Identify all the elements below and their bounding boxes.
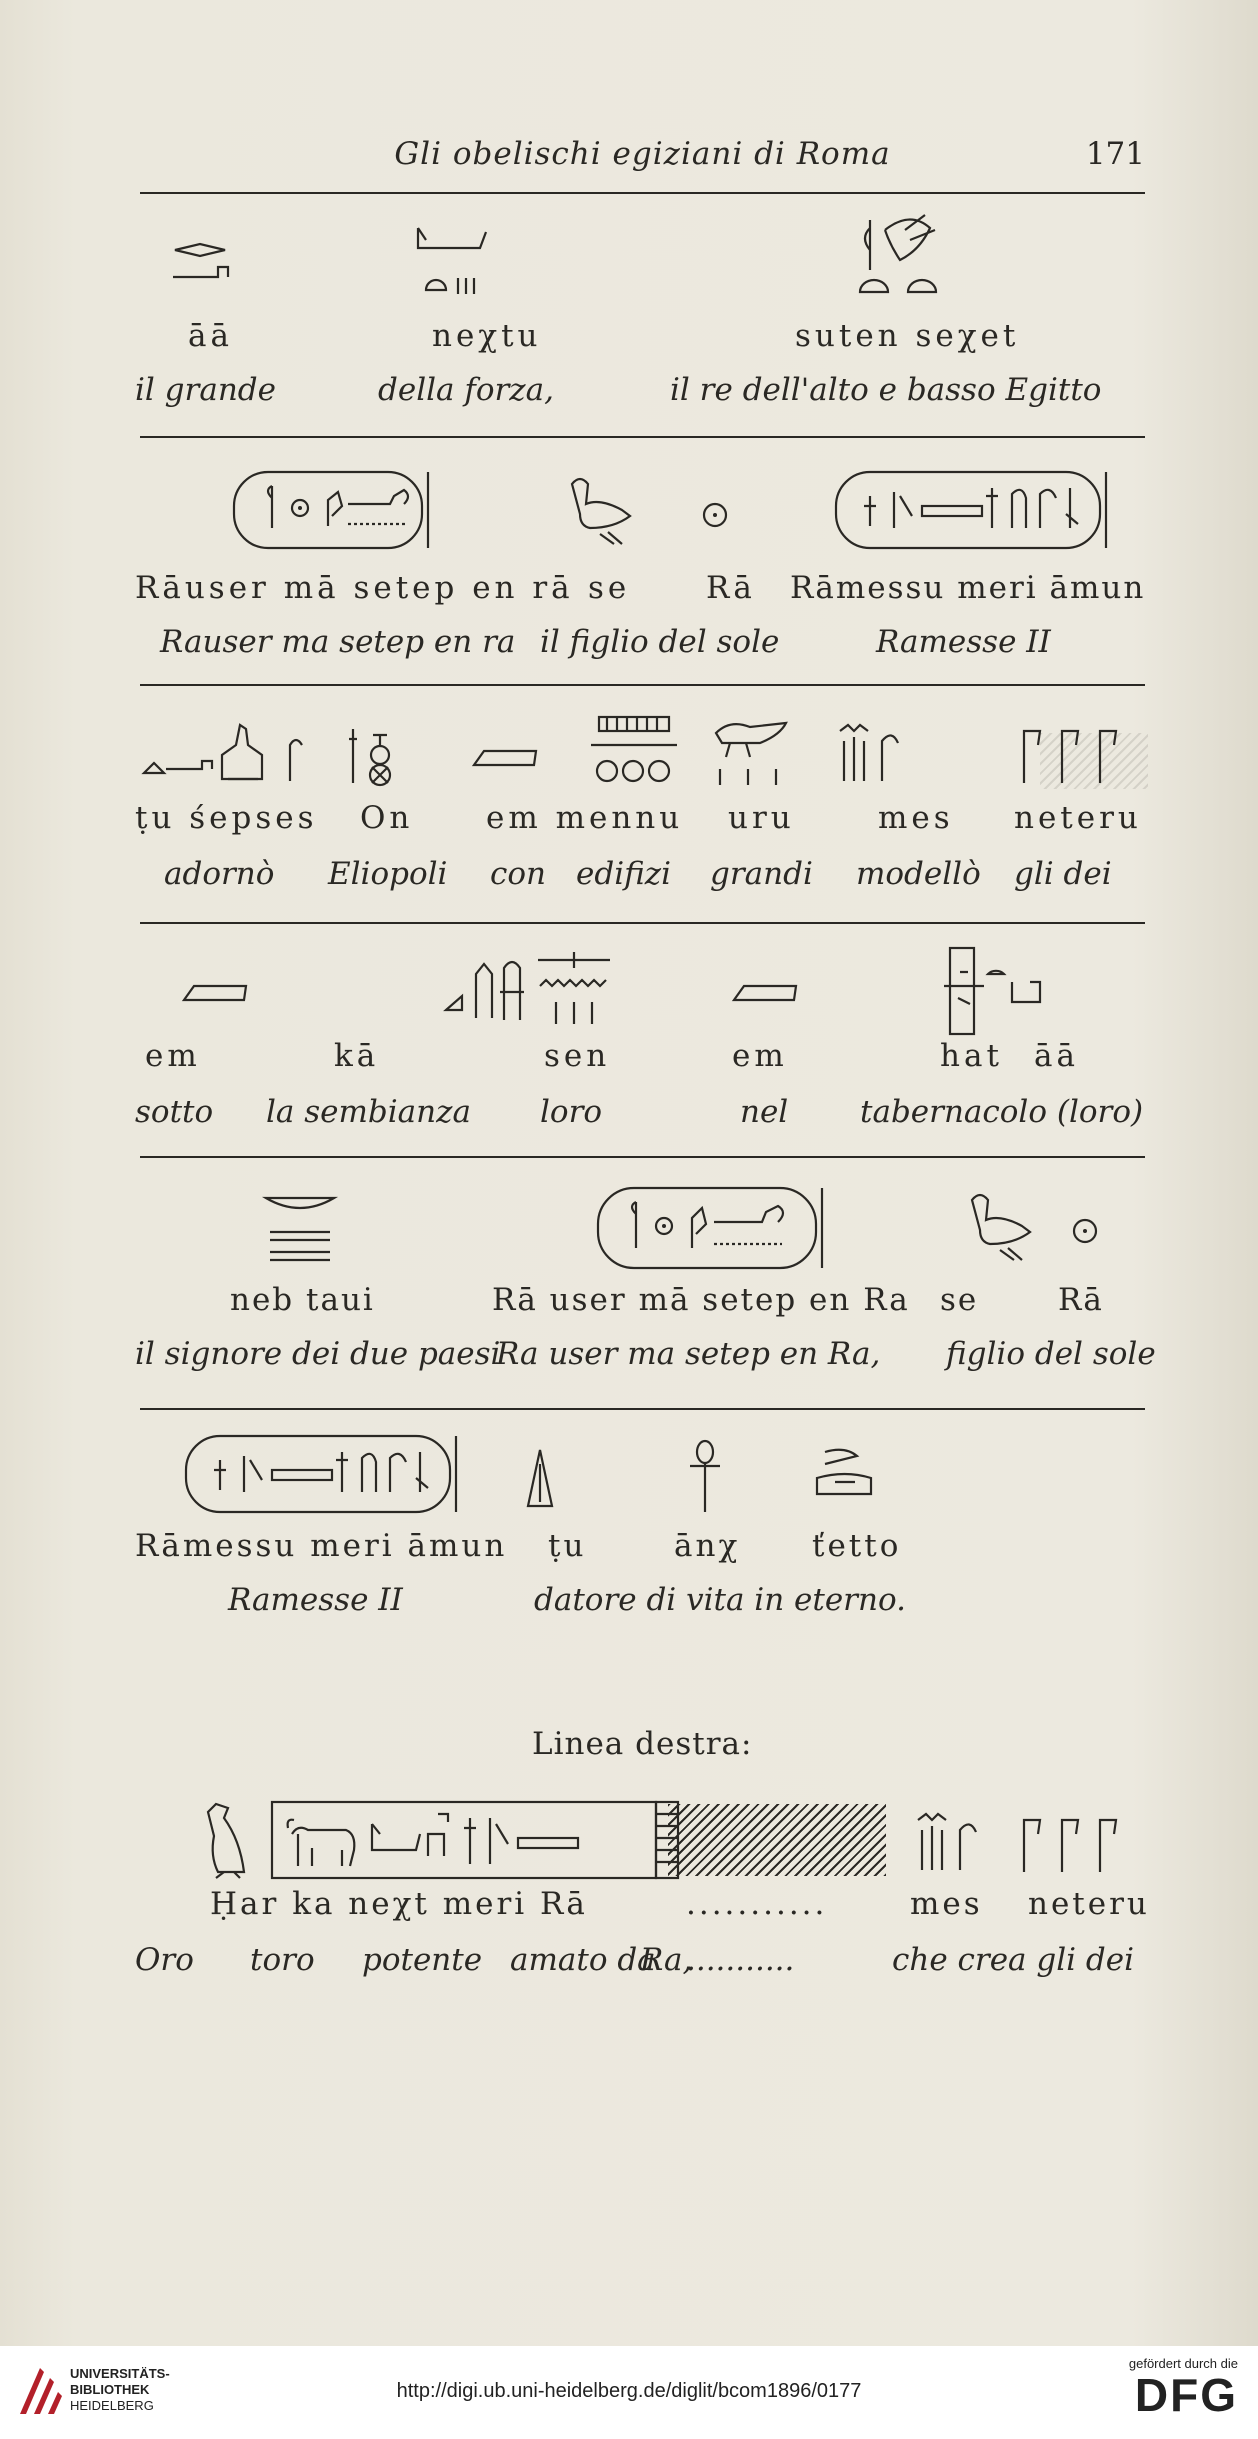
cartouche-prenomen: [592, 1178, 972, 1278]
translit-word: Rā: [706, 570, 756, 606]
translation-word: datore di vita in eterno.: [534, 1582, 906, 1618]
divider-rule: [140, 436, 1145, 438]
hieroglyph-neteru: [1010, 1810, 1130, 1876]
hieroglyph-nechtu: [380, 218, 500, 300]
translation-word: il re dell'alto e basso Egitto: [670, 372, 1102, 408]
hieroglyph-row-6: [140, 1424, 1145, 1524]
translit-word: ṭu śepses: [135, 800, 318, 836]
ankh-glyph: [680, 1436, 730, 1516]
hieroglyph-em: [180, 980, 250, 1010]
cartouche-nomen: [830, 466, 1120, 554]
translit-word: sen: [544, 1038, 611, 1074]
translation-word: figlio del sole: [946, 1336, 1156, 1372]
translation-word: sotto: [135, 1094, 214, 1130]
translation-word: edifizi: [576, 856, 672, 892]
translit-word: ...........: [686, 1886, 828, 1922]
translation-word: adornò: [164, 856, 275, 892]
hieroglyph-tu: [520, 1444, 560, 1514]
translit-word: Ḥar ka neχt meri Rā: [210, 1886, 588, 1922]
translation-word: della forza,: [378, 372, 554, 408]
damaged-area: [668, 1804, 886, 1876]
translation-word: la sembianza: [266, 1094, 471, 1130]
hieroglyph-row-4: [140, 940, 1145, 1040]
translit-word: em mennu: [486, 800, 684, 836]
hieroglyph-ka: [440, 948, 530, 1034]
page-title: Gli obelischi egiziani di Roma: [394, 136, 891, 172]
translation-word: gli dei: [1014, 856, 1112, 892]
translation-word: toro: [250, 1942, 315, 1978]
running-head: [140, 128, 1145, 178]
hieroglyph-row-7: [140, 1790, 1145, 1890]
hieroglyph-aa: [170, 232, 240, 292]
translit-word: hat: [940, 1038, 1003, 1074]
page-number: 171: [1085, 136, 1145, 172]
translation-word: il signore dei due paesi: [135, 1336, 501, 1372]
institution-line: BIBLIOTHEK: [70, 2382, 150, 2397]
translation-word: grandi: [710, 856, 813, 892]
hieroglyph-uru: [700, 713, 800, 793]
translation-word: Ra,: [640, 1942, 693, 1978]
translit-word: ťetto: [812, 1528, 902, 1564]
translit-word: mes: [878, 800, 954, 836]
translit-word: āā: [1034, 1038, 1079, 1074]
translation-word: Oro: [135, 1942, 194, 1978]
translit-word: se: [588, 570, 631, 606]
translit-word: em: [732, 1038, 788, 1074]
sun-glyph: [700, 500, 730, 530]
translit-word: neteru: [1028, 1886, 1150, 1922]
hieroglyph-mennu: [585, 709, 685, 795]
hieroglyph-row-2: [140, 460, 1145, 560]
sun-glyph: [1070, 1216, 1100, 1246]
institution-line: UNIVERSITÄTS-: [70, 2366, 170, 2381]
funder-block: [1129, 2356, 1238, 2419]
translation-word: potente: [362, 1942, 483, 1978]
translation-word: ...........: [686, 1942, 795, 1978]
translation-word: modellò: [856, 856, 981, 892]
section-heading: Linea destra:: [532, 1726, 753, 1762]
divider-rule: [140, 1156, 1145, 1158]
translit-word: se: [940, 1282, 979, 1318]
hieroglyph-suten-sechet: [850, 210, 960, 300]
translit-word: mes: [910, 1886, 983, 1922]
hieroglyph-row-1: [140, 210, 1145, 300]
hieroglyph-tetto: [805, 1442, 885, 1512]
footer-bar: [0, 2346, 1258, 2439]
translation-word: il grande: [135, 372, 276, 408]
translit-word: āā: [188, 318, 233, 354]
hieroglyph-row-3: [140, 705, 1145, 795]
translit-word: Rāmessu meri āmun: [135, 1528, 508, 1564]
translit-word: suten seχet: [795, 318, 1020, 354]
translit-word: Rāmessu meri āmun: [790, 570, 1146, 606]
translit-word: ānχ: [674, 1528, 741, 1564]
divider-rule: [140, 684, 1145, 686]
hieroglyph-row-5: [140, 1170, 1145, 1280]
translation-word: Ramesse II: [228, 1582, 403, 1618]
hieroglyph-em: [470, 745, 540, 775]
translation-word: Rauser ma setep en ra: [160, 624, 516, 660]
translation-word: tabernacolo (loro): [860, 1094, 1144, 1130]
translit-word: On: [360, 800, 414, 836]
translation-word: che crea gli dei: [892, 1942, 1135, 1978]
hieroglyph-tu-sepses: [140, 715, 350, 795]
duck-glyph: [560, 470, 640, 550]
divider-rule: [140, 1408, 1145, 1410]
hieroglyph-mes: [830, 719, 910, 789]
translation-word: nel: [740, 1094, 789, 1130]
translation-word: con: [490, 856, 546, 892]
translit-word: Rā: [1058, 1282, 1104, 1318]
divider-rule: [140, 922, 1145, 924]
translation-word: loro: [540, 1094, 603, 1130]
translation-word: Eliopoli: [328, 856, 448, 892]
translit-word: neb taui: [230, 1282, 375, 1318]
hieroglyph-on: [345, 715, 405, 795]
hieroglyph-em: [730, 980, 800, 1010]
hieroglyph-hat-aa: [940, 942, 1050, 1038]
hieroglyph-mes: [908, 1808, 988, 1878]
source-url-link[interactable]: http://digi.ub.uni-heidelberg.de/diglit/bcom1896/0177: [396, 2380, 862, 2402]
dfg-logo: DFG: [1134, 2369, 1238, 2421]
cartouche-nomen: [180, 1430, 470, 1518]
falcon-glyph: [194, 1796, 254, 1880]
cartouche-prenomen: [228, 466, 443, 554]
translit-word: uru: [728, 800, 795, 836]
translation-word: il figlio del sole: [540, 624, 780, 660]
hieroglyph-sen: [530, 942, 620, 1032]
translit-word: neteru: [1014, 800, 1142, 836]
translit-word: neχtu: [432, 318, 542, 354]
translit-word: em: [145, 1038, 201, 1074]
hieroglyph-neb-taui: [260, 1188, 340, 1268]
serekh-horus-name: [268, 1794, 728, 1886]
institution-line: HEIDELBERG: [70, 2398, 154, 2413]
duck-glyph: [960, 1186, 1040, 1266]
header-rule: [140, 192, 1145, 194]
funder-note: gefördert durch die: [1128, 2356, 1238, 2371]
damaged-area: [1040, 733, 1148, 789]
translit-word: kā: [334, 1038, 380, 1074]
translit-word: ṭu: [548, 1528, 587, 1564]
translit-word: Rā user mā setep en Ra: [492, 1282, 910, 1318]
translit-word: Rāuser mā setep en rā: [135, 570, 574, 606]
translation-word: amato da: [510, 1942, 656, 1978]
translation-word: Ra user ma setep en Ra,: [496, 1336, 881, 1372]
translation-word: Ramesse II: [876, 624, 1051, 660]
